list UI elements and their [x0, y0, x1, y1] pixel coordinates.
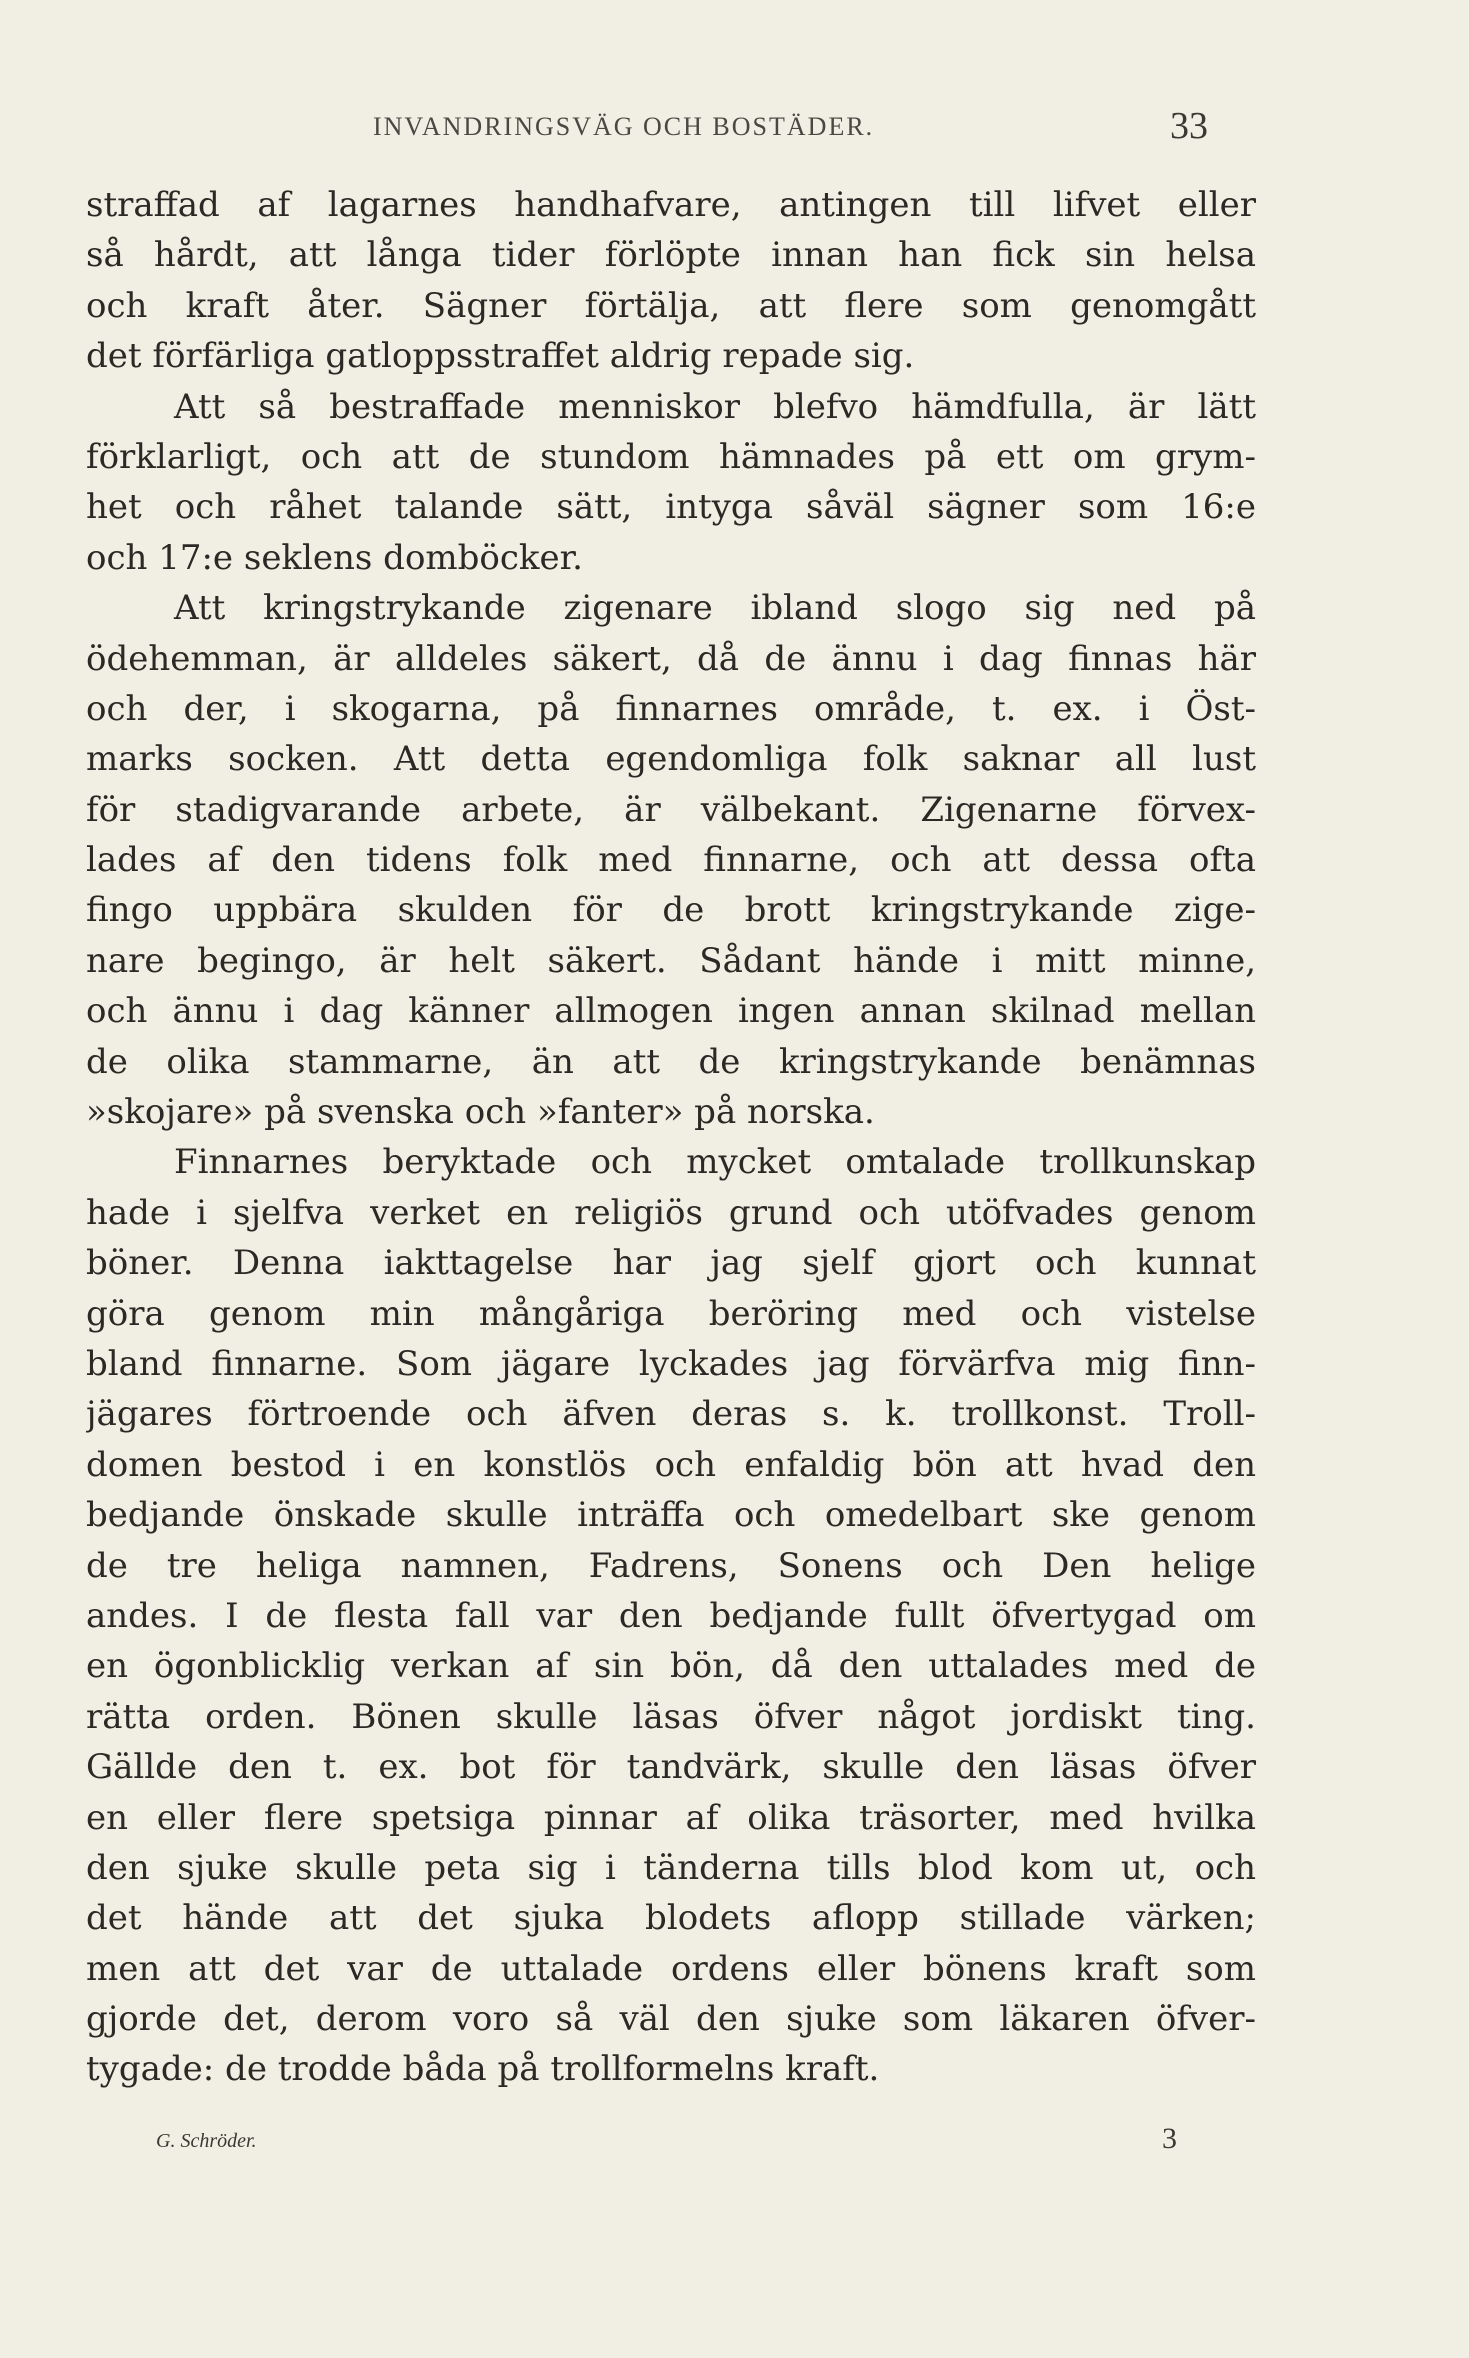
text-line: bedjande önskade skulle inträffa och omedelbart ske genom	[86, 1495, 1256, 1536]
text-line: hade i sjelfva verket en religiös grund och utöfvades genom	[86, 1192, 1256, 1233]
text-line: andes. I de flesta fall var den bedjande fullt öfvertygad om	[86, 1595, 1256, 1636]
text-line: gjorde det, derom voro så väl den sjuke som läkaren öfver-	[86, 1999, 1256, 2040]
text-line: Gällde den t. ex. bot för tandvärk, skulle den läsas öfver	[86, 1747, 1256, 1788]
text-line: straffad af lagarnes handhafvare, antingen till lifvet eller	[86, 185, 1256, 225]
text-line: en eller flere spetsiga pinnar af olika träsorter, med hvilka	[86, 1797, 1256, 1838]
text-line: en ögonblicklig verkan af sin bön, då den uttalades med de	[86, 1646, 1256, 1687]
text-line: tygade: de trodde båda på trollformelns kraft.	[86, 2049, 880, 2090]
text-line: fingo uppbära skulden för de brott kringstrykande zige-	[86, 890, 1256, 931]
text-line: nare begingo, är helt säkert. Sådant hände i mitt minne,	[86, 940, 1256, 981]
text-line: de olika stammarne, än att de kringstrykande benämnas	[86, 1041, 1256, 1082]
text-line: lades af den tidens folk med finnarne, och att dessa ofta	[86, 840, 1256, 881]
body-text	[86, 180, 1256, 2095]
running-head: INVANDRINGSVÄG OCH BOSTÄDER.	[373, 112, 875, 141]
printer-signature: G. Schröder.	[156, 2130, 257, 2152]
text-line: marks socken. Att detta egendomliga folk saknar all lust	[86, 739, 1256, 780]
text-line: för stadigvarande arbete, är välbekant. Zigenarne förvex-	[86, 789, 1256, 830]
text-line: göra genom min mångåriga beröring med och vistelse	[86, 1293, 1256, 1334]
text-line: bland finnarne. Som jägare lyckades jag förvärfva mig finn-	[86, 1343, 1256, 1384]
text-line: och 17:e seklens domböcker.	[86, 537, 583, 578]
text-line: het och råhet talande sätt, intyga såväl sägner som 16:e	[86, 487, 1256, 528]
text-line: Att så bestraffade menniskor blefvo hämdfulla, är lätt	[174, 386, 1256, 427]
text-line: Finnarnes beryktade och mycket omtalade trollkunskap	[174, 1142, 1256, 1183]
page-number: 33	[1170, 105, 1208, 147]
text-line: »skojare» på svenska och »fanter» på norska.	[86, 1092, 875, 1133]
text-line: Att kringstrykande zigenare ibland slogo sig ned på	[174, 588, 1256, 629]
text-line: domen bestod i en konstlös och enfaldig bön att hvad den	[86, 1444, 1256, 1485]
signature-mark: 3	[1162, 2122, 1177, 2155]
text-line: förklarligt, och att de stundom hämnades på ett om grym-	[86, 436, 1256, 477]
text-line: och ännu i dag känner allmogen ingen annan skilnad mellan	[86, 991, 1256, 1032]
text-line: det förfärliga gatloppsstraffet aldrig repade sig.	[86, 336, 915, 377]
text-line: jägares förtroende och äfven deras s. k. trollkonst. Troll-	[86, 1394, 1256, 1435]
text-line: ödehemman, är alldeles säkert, då de ännu i dag finnas här	[86, 638, 1256, 679]
text-line: rätta orden. Bönen skulle läsas öfver något jordiskt ting.	[86, 1696, 1256, 1737]
text-line: och kraft åter. Sägner förtälja, att flere som genomgått	[86, 285, 1256, 326]
text-line: och der, i skogarna, på finnarnes område, t. ex. i Öst-	[86, 688, 1256, 729]
text-line: men att det var de uttalade ordens eller bönens kraft som	[86, 1948, 1256, 1989]
text-line: den sjuke skulle peta sig i tänderna tills blod kom ut, och	[86, 1847, 1256, 1888]
text-line: de tre heliga namnen, Fadrens, Sonens och Den helige	[86, 1545, 1256, 1586]
text-line: det hände att det sjuka blodets aflopp stillade värken;	[86, 1898, 1256, 1939]
text-line: böner. Denna iakttagelse har jag sjelf gjort och kunnat	[86, 1243, 1256, 1284]
text-line: så hårdt, att långa tider förlöpte innan han fick sin helsa	[86, 235, 1256, 276]
